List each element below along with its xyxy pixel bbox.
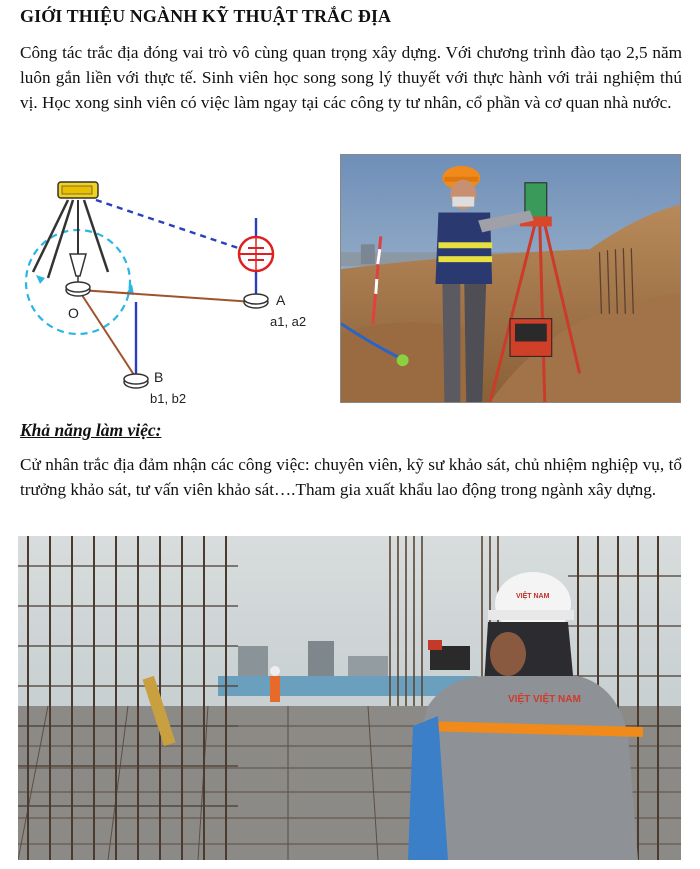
label-a: A [276,292,286,308]
label-b: B [154,369,164,385]
page-title: GIỚI THIỆU NGÀNH KỸ THUẬT TRẮC ĐỊA [20,6,392,26]
section-heading: Khả năng làm việc: [20,420,162,440]
sight-line [96,200,250,252]
label-a-sub: a1, a2 [270,314,307,329]
intro-paragraph: Công tác trắc địa đóng vai trò vô cùng quan trọng xây dựng. Với chương trình đào tạo 2,5 năm luôn gắn liền với thực tế. Sinh viên học song song lý thuyết với thực hành với trải nghiệm thú vị. Học xong sinh viên có việc làm ngay tại các công ty tư nhân, cổ phần và cơ quan nhà nước. [20,43,682,112]
surveyor-photo [340,154,681,403]
tripod-icon [33,182,108,284]
arrow-left-icon [36,275,45,284]
surveying-diagram [18,160,328,405]
svg-text:VIỆT NAM: VIỆT NAM [516,593,550,600]
rebar-site-photo [18,536,681,860]
label-b-sub: b1, b2 [150,391,187,405]
vest-text: VIỆT VIỆT NAM [508,694,581,705]
baseline-ob [80,292,136,378]
baseline-oa [80,290,254,302]
careers-paragraph: Cử nhân trắc địa đảm nhận các công việc: chuyên viên, kỹ sư khảo sát, chủ nhiệm nghiệp vụ, tổ trưởng khảo sát, tư vấn viên khảo sát….Tham gia xuất khẩu lao động trong ngành xây dựng. [20,455,682,499]
label-o: O [68,305,79,321]
